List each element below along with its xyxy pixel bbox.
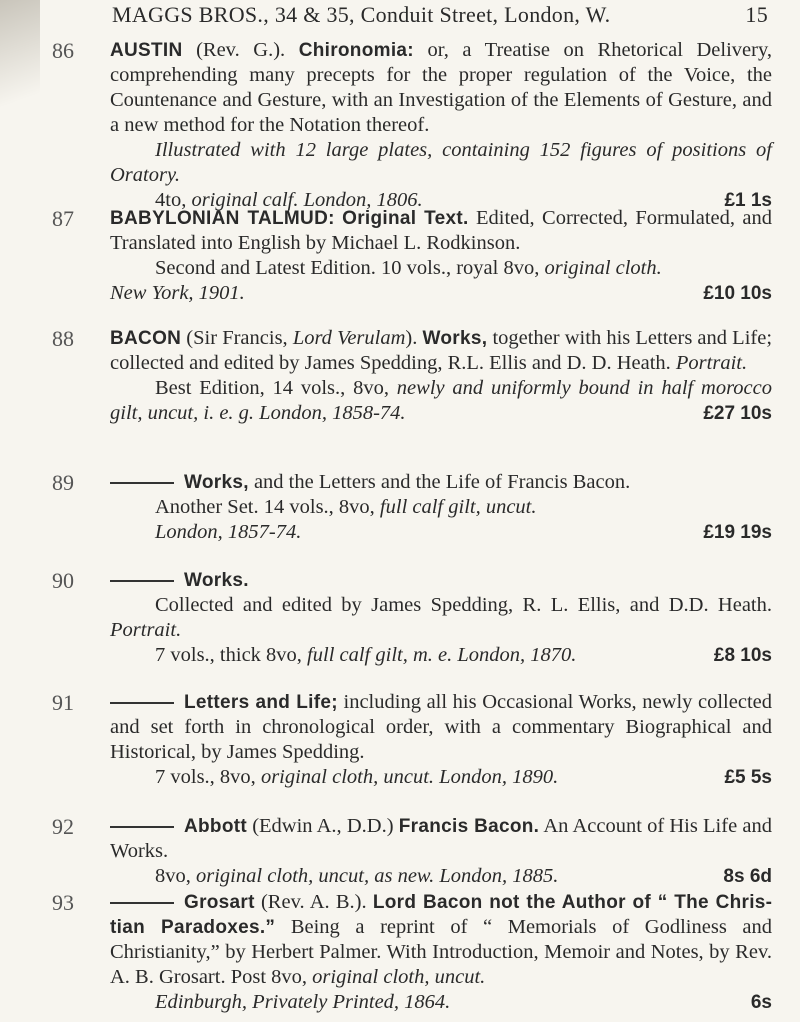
entry-description: together with his Letters and Life; collected and edited by James Spedding, R.L. Ellis and D. D. Heath. <box>110 327 773 374</box>
entry-price: £8 10s <box>713 645 772 666</box>
entry-heading: AUSTIN <box>110 40 183 61</box>
entry-text: (Edwin A., D.D.) <box>247 815 399 837</box>
entry-imprint <box>110 864 772 889</box>
entry-price: £5 5s <box>724 767 772 788</box>
imprint-format: 7 vols., thick 8vo, <box>155 644 308 666</box>
imprint-detail: newly and uniformly bound in half morocco gilt, uncut, i. e. g. London, 1858-74. <box>110 377 773 424</box>
imprint-detail: original cloth, uncut. <box>312 966 486 988</box>
entry-imprint <box>110 765 772 790</box>
imprint-format: Best Edition, 14 vols., 8vo, <box>155 377 397 399</box>
entry-price: £19 19s <box>703 522 772 543</box>
entry-body <box>110 470 772 545</box>
entry-price: 8s 6d <box>723 866 772 887</box>
entry-portrait-note: Portrait. <box>110 619 182 641</box>
entry-imprint-line2 <box>110 520 772 545</box>
entry-imprint-line2 <box>110 281 772 306</box>
imprint-place: Edinburgh, Privately Printed, 1864. <box>155 991 451 1013</box>
imprint-format: 4to, <box>155 189 192 211</box>
ditto-dash <box>110 482 174 484</box>
entry-text: (Rev. G.). <box>182 39 299 61</box>
imprint-detail: original calf. London, 1806. <box>191 189 423 211</box>
entry-number: 88 <box>52 326 74 351</box>
imprint-format: Second and Latest Edition. 10 vols., royal 8vo, <box>155 257 545 279</box>
entry-number: 93 <box>52 890 74 915</box>
entry-title: Chironomia: <box>298 40 414 61</box>
entry-price: 6s <box>750 992 772 1013</box>
imprint-detail: original cloth, uncut. London, 1890. <box>260 766 559 788</box>
entry-number: 86 <box>52 38 74 63</box>
entry-title: Letters and Life; <box>184 692 338 713</box>
entry-description-text: Collected and edited by James Spedding, R. L. Ellis, and D.D. Heath. <box>155 594 772 616</box>
entry-number: 92 <box>52 814 74 839</box>
entry-description <box>110 593 772 643</box>
imprint-detail: original cloth, uncut, as new. London, 1885. <box>196 865 559 887</box>
entry-description: including all his Occasional Works, newly collected and set forth in chronological order, with a commentary Biographical and Historical, by James Spedding. <box>110 691 772 763</box>
imprint-detail: original cloth. <box>544 257 662 279</box>
entry-title: Francis Bacon. <box>398 816 540 837</box>
page-number: 15 <box>745 2 768 27</box>
entry-title-italic: Lord Verulam <box>292 327 406 349</box>
entry-number: 90 <box>52 568 74 593</box>
entry-description: Being a reprint of “ Memorials of Godliness and Christianity,” by Herbert Palmer. With Introduction, Memoir and Notes, by Rev. A. B. Grosart. Post 8vo, <box>110 916 772 988</box>
imprint-format: 8vo, <box>155 865 196 887</box>
entry-body <box>110 690 772 790</box>
entry-number: 89 <box>52 470 74 495</box>
entry-title: Works, <box>422 328 488 349</box>
entry-portrait-note: Portrait. <box>675 352 748 374</box>
header-title: MAGGS BROS., 34 & 35, Conduit Street, London, W. <box>112 2 611 27</box>
imprint-detail: full calf gilt, m. e. London, 1870. <box>307 644 577 666</box>
entry-title: Works. <box>184 570 249 591</box>
entry-price: £27 10s <box>703 403 772 424</box>
entry-number: 87 <box>52 206 74 231</box>
entry-imprint <box>110 495 772 520</box>
entry-heading: BABYLONIAN TALMUD: <box>110 208 335 229</box>
imprint-format: Another Set. 14 vols., 8vo, <box>155 496 380 518</box>
ditto-dash <box>110 902 174 904</box>
entry-imprint <box>110 376 772 426</box>
entry-price: £10 10s <box>703 283 772 304</box>
entry-body <box>110 814 772 889</box>
entry-description: or, a Treatise on Rhetorical Delivery, comprehending many precepts for the proper regulation of the Voice, the Countenance and Gesture, with an Investigation of the Elements of Gesture, and a new method for the Notation thereof. <box>110 39 772 136</box>
entry-price: £1 1s <box>724 190 772 211</box>
entry-imprint <box>110 990 772 1015</box>
entry-body <box>110 206 772 306</box>
scan-edge-shadow <box>0 0 40 140</box>
entry-heading: BACON <box>110 328 182 349</box>
entry-author: Abbott <box>184 816 247 837</box>
ditto-dash <box>110 580 174 582</box>
entry-title: Lord Bacon not the Author of “ The Christian Paradoxes.” <box>110 892 772 938</box>
entry-illustrations: Illustrated with 12 large plates, containing 152 figures of positions of Oratory. <box>110 139 772 186</box>
imprint-format: 7 vols., 8vo, <box>155 766 261 788</box>
entry-text: (Sir Francis, <box>181 327 293 349</box>
entry-body <box>110 326 772 426</box>
entry-body <box>110 890 772 1015</box>
entry-text: ). <box>405 327 423 349</box>
imprint-detail: full calf gilt, uncut. <box>379 496 537 518</box>
ditto-dash <box>110 702 174 704</box>
entry-text: (Rev. A. B.). <box>254 891 373 913</box>
page-header <box>112 0 780 32</box>
ditto-dash <box>110 826 174 828</box>
entry-description: and the Letters and the Life of Francis Bacon. <box>248 471 631 493</box>
entry-imprint <box>110 256 772 281</box>
entry-body <box>110 38 772 213</box>
entry-imprint <box>110 643 772 668</box>
imprint-place: London, 1857-74. <box>155 521 302 543</box>
entry-title: Works, <box>184 472 249 493</box>
entry-description: Edited, Corrected, Formulated, and Translated into English by Michael L. Rodkinson. <box>110 207 773 254</box>
entry-title: Original Text. <box>342 208 469 229</box>
entry-description: An Account of His Life and Works. <box>110 815 772 862</box>
entry-author: Grosart <box>184 892 255 913</box>
entry-number: 91 <box>52 690 74 715</box>
imprint-place: New York, 1901. <box>110 282 245 304</box>
entry-body <box>110 568 772 668</box>
